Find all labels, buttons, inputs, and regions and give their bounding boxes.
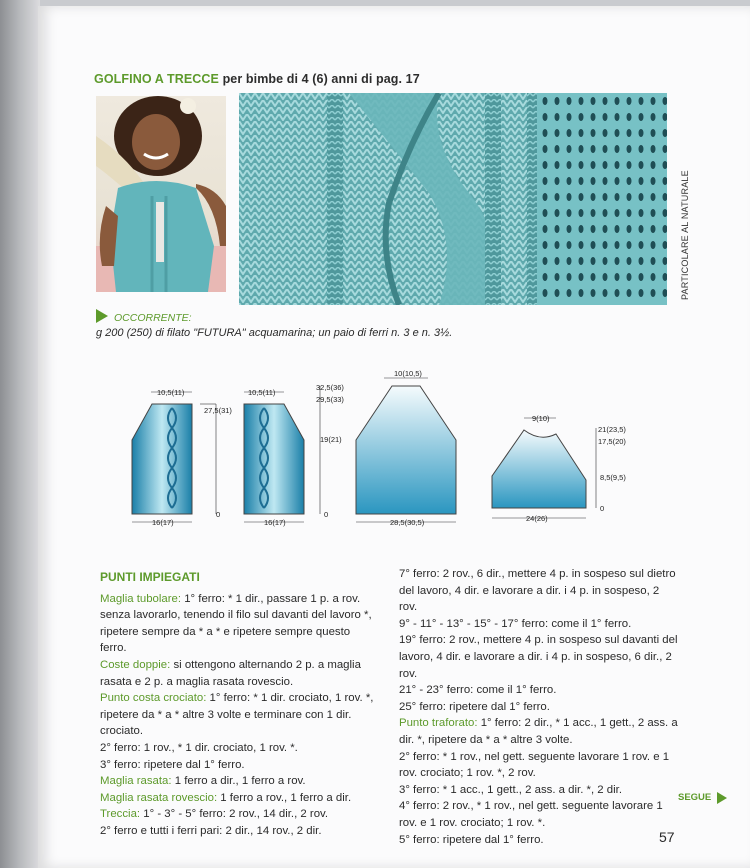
knit-swatch-photo: [239, 93, 667, 305]
schematic-svg: [120, 368, 640, 528]
front-right-h3: 19(21): [320, 435, 342, 444]
stitch-entry: Maglia rasata: 1 ferro a dir., 1 ferro a rov.: [100, 775, 306, 788]
stitch-entry: Maglia rasata rovescio: 1 ferro a rov., 1 ferro a dir.: [100, 791, 352, 804]
stitch-entry: 3° ferro: ripetere dal 1° ferro.: [100, 758, 245, 771]
stitch-entry: 2° ferro e tutti i ferri pari: 2 dir., 14 rov., 2 dir.: [100, 824, 322, 837]
sleeve-top-width: 9(10): [532, 414, 550, 423]
child-photo-illustration: [96, 96, 226, 292]
front-right-zero: 0: [324, 510, 329, 519]
sleeve-h2: 17,5(20): [598, 437, 626, 446]
stitch-entry: 7° ferro: 2 rov., 6 dir., mettere 4 p. in sospeso sul dietro del lavoro, 4 dir. e lavorare a dir. i 4 p. in sospeso, 2 rov.: [399, 568, 676, 614]
stitch-entry: 2° ferro: 1 rov., * 1 dir. crociato, 1 rov. *.: [100, 741, 298, 754]
page-title: [94, 72, 420, 86]
stitch-entry: 5° ferro: ripetere dal 1° ferro.: [399, 833, 544, 846]
next-arrow-icon: [717, 792, 727, 804]
stitch-entry: 25° ferro: ripetere dal 1° ferro.: [399, 700, 550, 713]
front-right-base-width: 16(17): [264, 518, 286, 527]
materials-text: g 200 (250) di filato "FUTURA" acquamarina; un paio di ferri n. 3 e n. 3½.: [96, 327, 453, 339]
materials-heading: OCCORRENTE:: [114, 312, 192, 324]
sleeve-h1: 21(23,5): [598, 425, 626, 434]
swatch-side-label: PARTICOLARE AL NATURALE: [680, 170, 690, 300]
next-page-label: SEGUE: [678, 792, 712, 803]
front-left-zero: 0: [216, 510, 221, 519]
stitch-entry: Punto traforato: 1° ferro: 2 dir., * 1 acc., 1 gett., 2 ass. a dir. *, ripetere da * a * altre 3 volte.: [399, 717, 678, 746]
stitches-heading: PUNTI IMPIEGATI: [100, 570, 200, 584]
stitches-column-1: [100, 569, 375, 840]
sleeve-h3: 8,5(9,5): [600, 473, 626, 482]
stitch-entry: Maglia tubolare: 1° ferro: * 1 dir., passare 1 p. a rov. senza lavorarlo, tenendo il filo sul davanti del lavoro *, ripetere sempre da * a * e ripetere sempre questo ferro.: [100, 592, 372, 655]
sleeve-zero: 0: [600, 504, 605, 513]
stitch-entry: Treccia: 1° - 3° - 5° ferro: 2 rov., 14 dir., 2 rov.: [100, 808, 329, 821]
stitch-entry: 9° - 11° - 13° - 15° - 17° ferro: come il 1° ferro.: [399, 617, 632, 630]
page-number: 57: [659, 829, 675, 845]
front-right-h1: 32,5(36): [316, 383, 344, 392]
front-right-h2: 29,5(33): [316, 395, 344, 404]
materials-arrow-icon: [96, 309, 108, 323]
front-left-top-width: 10,5(11): [157, 388, 185, 397]
stitch-entry: 19° ferro: 2 rov., mettere 4 p. in sospeso sul davanti del lavoro, 4 dir. e lavorare a dir. i 4 p. in sospeso, 6 dir., 2 rov.: [399, 634, 678, 680]
schematic-diagram: [120, 368, 640, 528]
back-top-width: 10(10,5): [394, 369, 422, 378]
stitch-entry: 21° - 23° ferro: come il 1° ferro.: [399, 684, 557, 697]
front-right-piece: [244, 383, 344, 527]
back-piece: [356, 369, 456, 527]
sleeve-piece: [492, 414, 626, 523]
title-bold: GOLFINO A TRECCE: [94, 72, 219, 86]
knit-swatch-illustration: [239, 93, 667, 305]
front-left-piece: [132, 388, 232, 527]
sleeve-base-width: 24(26): [526, 514, 548, 523]
title-rest: per bimbe di 4 (6) anni di pag. 17: [222, 72, 420, 86]
stitch-entry: 3° ferro: * 1 acc., 1 gett., 2 ass. a dir. *, 2 dir.: [399, 783, 622, 796]
stitch-entry: 4° ferro: 2 rov., * 1 rov., nel gett. seguente lavorare 1 rov. e 1 rov. crociato; 1 rov. *.: [399, 800, 663, 829]
stitch-entry: Coste doppie: si ottengono alternando 2 p. a maglia rasata e 2 p. a maglia rasata rovescio.: [100, 658, 361, 688]
back-base-width: 28,5(30,5): [390, 518, 425, 527]
stitch-entry: 2° ferro: * 1 rov., nel gett. seguente lavorare 1 rov. e 1 rov. crociato; 1 rov. *, 2 rov.: [399, 750, 670, 780]
book-spine-shadow: [0, 0, 40, 868]
stitches-column-2: [399, 566, 679, 848]
front-right-top-width: 10,5(11): [248, 388, 276, 397]
stitch-entry: Punto costa crociato: 1° ferro: * 1 dir. crociato, 1 rov. *, ripetere da * a * altre 3 volte e terminare con 1 dir. crociato.: [100, 692, 374, 738]
front-left-base-width: 16(17): [152, 518, 174, 527]
child-photo: [96, 96, 226, 292]
front-left-height: 27,5(31): [204, 406, 232, 415]
